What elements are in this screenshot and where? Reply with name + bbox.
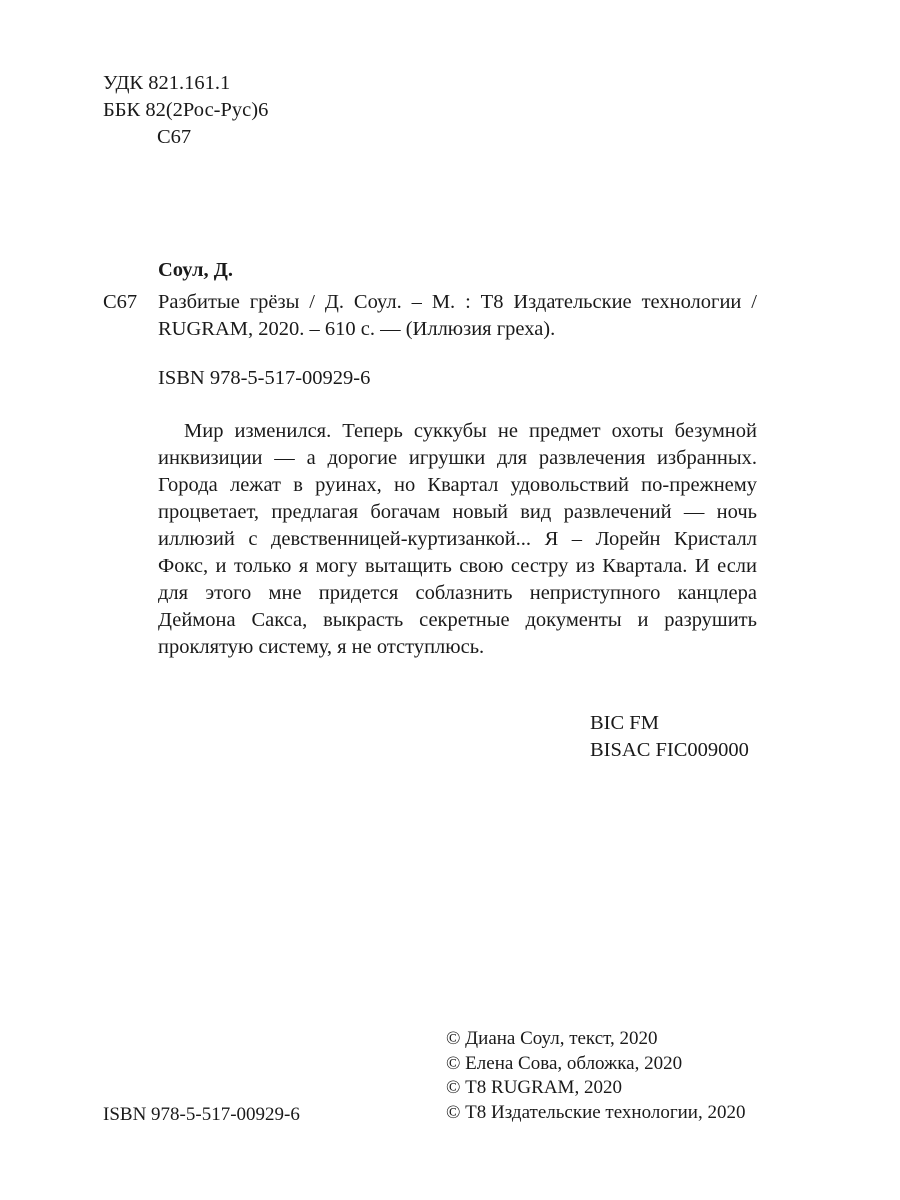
copyright-line: © Т8 Издательские технологии, 2020 xyxy=(446,1101,746,1123)
copyright-line: © Т8 RUGRAM, 2020 xyxy=(446,1077,622,1098)
copyright-list xyxy=(446,1027,745,1125)
annotation-text: Мир изменился. Теперь суккубы не предмет охоты безумной инквизиции — а дорогие игрушки для развлечения избранных. Города лежат в руинах, но Квартал удовольствий по-прежнему процветает, предлагая богачам новый вид развлечений — ночь иллюзий с девственницей-куртизанкой... Я – Лорейн Кристалл Фокс, и только я могу вытащить свою сестру из Квартала. И если для этого мне придется соблазнить неприступного канцлера Деймона Сакса, выкрасть секретные документы и разрушить проклятую систему, я не отступлюсь. xyxy=(158,420,757,658)
author-mark: С67 xyxy=(157,126,192,148)
footer-isbn: ISBN 978-5-517-00929-6 xyxy=(103,1104,300,1125)
bibliographic-description: Разбитые грёзы / Д. Соул. – М. : Т8 Издательские технологии / RUGRAM, 2020. – 610 с. — (Иллюзия греха). xyxy=(158,291,757,340)
annotation xyxy=(158,418,757,661)
classification-block xyxy=(103,70,268,151)
bbk-code: ББК 82(2Рос-Рус)6 xyxy=(103,99,269,121)
record-author-mark: С67 xyxy=(103,291,138,313)
author-heading: Соул, Д. xyxy=(158,259,233,281)
bisac-code: BISAC FIC009000 xyxy=(590,739,749,761)
isbn: ISBN 978-5-517-00929-6 xyxy=(158,367,371,389)
bic-code: BIC FM xyxy=(590,712,659,734)
subject-codes xyxy=(590,710,749,764)
copyright-line: © Елена Сова, обложка, 2020 xyxy=(446,1052,683,1074)
copyright-line: © Диана Соул, текст, 2020 xyxy=(446,1028,658,1049)
udk-code: УДК 821.161.1 xyxy=(103,72,231,94)
